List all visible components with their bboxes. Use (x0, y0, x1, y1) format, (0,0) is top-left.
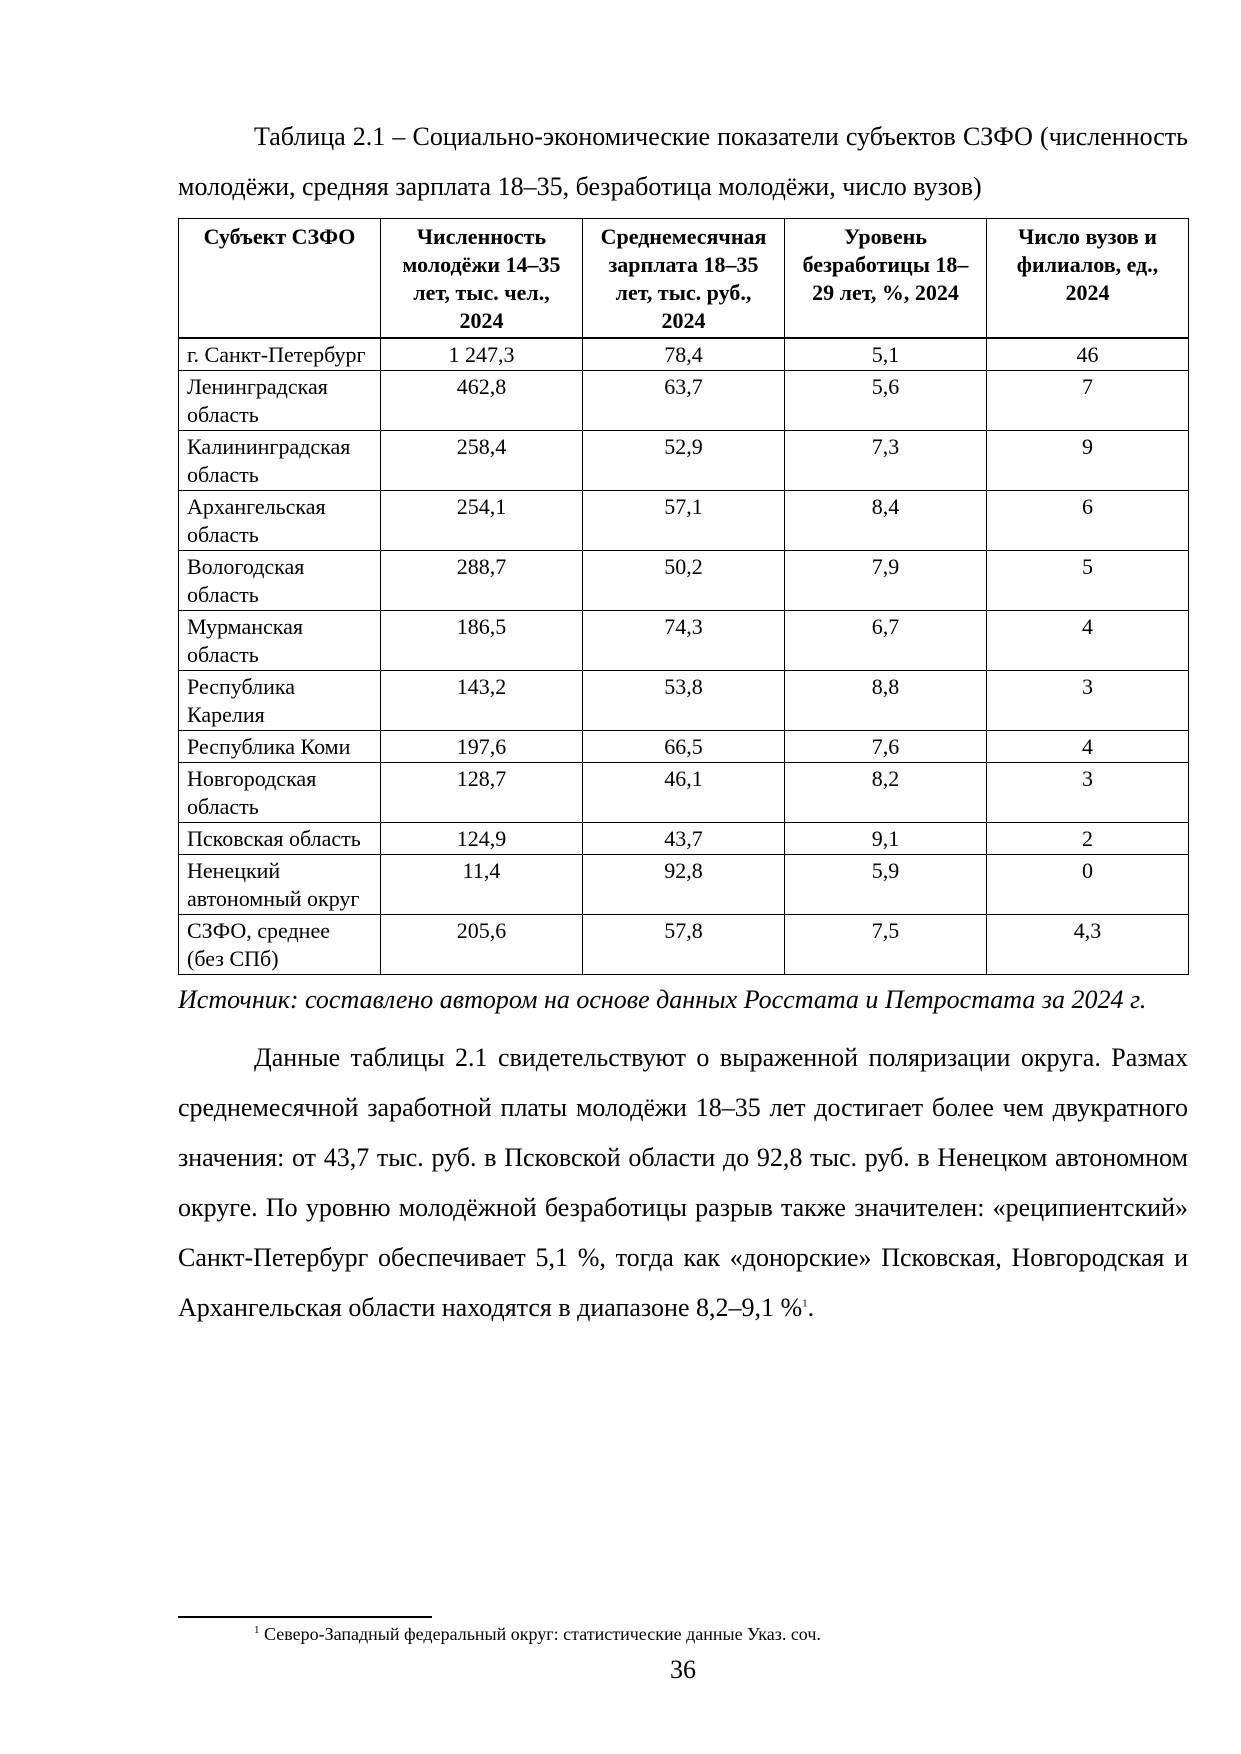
cell-universities: 0 (987, 855, 1189, 915)
cell-universities: 9 (987, 431, 1189, 491)
cell-salary: 46,1 (583, 763, 785, 823)
cell-youth-population: 462,8 (381, 371, 583, 431)
cell-youth-population: 143,2 (381, 671, 583, 731)
cell-subject: Калининградская область (179, 431, 381, 491)
cell-unemployment: 9,1 (785, 823, 987, 855)
cell-youth-population: 128,7 (381, 763, 583, 823)
cell-youth-population: 205,6 (381, 915, 583, 975)
cell-universities: 6 (987, 491, 1189, 551)
cell-universities: 4,3 (987, 915, 1189, 975)
cell-subject: г. Санкт-Петербург (179, 338, 381, 371)
table-row (179, 551, 1189, 611)
cell-salary: 74,3 (583, 611, 785, 671)
table-source-note: Источник: составлено автором на основе данных Росстата и Петростата за 2024 г. (178, 985, 1147, 1014)
cell-youth-population: 1 247,3 (381, 338, 583, 371)
body-paragraph (178, 1033, 1188, 1333)
table-row (179, 338, 1189, 371)
cell-subject: Ненецкий автономный округ (179, 855, 381, 915)
page-number: 36 (670, 1655, 696, 1684)
cell-subject: Архангельская область (179, 491, 381, 551)
cell-salary: 50,2 (583, 551, 785, 611)
cell-salary: 53,8 (583, 671, 785, 731)
cell-universities: 2 (987, 823, 1189, 855)
cell-unemployment: 7,6 (785, 731, 987, 763)
footnote-separator (178, 1616, 432, 1618)
table-caption: Таблица 2.1 – Социально-экономические показатели субъектов СЗФО (численность молодёжи, средняя зарплата 18–35, безработица молодёжи, число вузов) (178, 122, 1188, 201)
cell-subject: Мурманская область (179, 611, 381, 671)
cell-subject: Республика Карелия (179, 671, 381, 731)
table-row (179, 731, 1189, 763)
cell-unemployment: 7,9 (785, 551, 987, 611)
cell-subject: Ленинградская область (179, 371, 381, 431)
footnote (254, 1622, 821, 1646)
cell-unemployment: 7,5 (785, 915, 987, 975)
cell-universities: 5 (987, 551, 1189, 611)
cell-unemployment: 5,1 (785, 338, 987, 371)
table-row (179, 763, 1189, 823)
cell-subject: Новгородская область (179, 763, 381, 823)
header-unemployment: Уровень безработицы 18–29 лет, %, 2024 (785, 219, 987, 339)
cell-youth-population: 11,4 (381, 855, 583, 915)
cell-subject: Республика Коми (179, 731, 381, 763)
paragraph-text: Данные таблицы 2.1 свидетельствуют о выраженной поляризации округа. Размах среднемесячной заработной платы молодёжи 18–35 лет достигает более чем двукратного значения: от 43,7 тыс. руб. в Псковской области до 92,8 тыс. руб. в Ненецком автономном округе. По уровню молодёжной безработицы разрыв также значителен: «реципиентский» Санкт-Петербург обеспечивает 5,1 %, тогда как «донорские» Псковская, Новгородская и Архангельская области находятся в диапазоне 8,2–9,1 % (178, 1043, 1188, 1322)
header-youth-population: Численность молодёжи 14–35 лет, тыс. чел., 2024 (381, 219, 583, 339)
cell-salary: 43,7 (583, 823, 785, 855)
table-row (179, 823, 1189, 855)
cell-salary: 57,1 (583, 491, 785, 551)
cell-universities: 7 (987, 371, 1189, 431)
table-row (179, 431, 1189, 491)
cell-subject: СЗФО, среднее (без СПб) (179, 915, 381, 975)
data-table (178, 218, 1189, 975)
cell-unemployment: 8,4 (785, 491, 987, 551)
table-row (179, 611, 1189, 671)
footnote-marker: 1 (254, 1624, 260, 1636)
cell-subject: Псковская область (179, 823, 381, 855)
table-row (179, 371, 1189, 431)
cell-subject: Вологодская область (179, 551, 381, 611)
table-header-row (179, 219, 1189, 339)
cell-universities: 4 (987, 731, 1189, 763)
footnote-reference[interactable]: 1 (802, 1297, 808, 1310)
cell-salary: 63,7 (583, 371, 785, 431)
cell-youth-population: 258,4 (381, 431, 583, 491)
table-row-average (179, 915, 1189, 975)
cell-youth-population: 288,7 (381, 551, 583, 611)
cell-universities: 4 (987, 611, 1189, 671)
paragraph-end: . (807, 1293, 815, 1322)
table-row (179, 491, 1189, 551)
cell-salary: 92,8 (583, 855, 785, 915)
header-subject: Субъект СЗФО (179, 219, 381, 339)
cell-salary: 66,5 (583, 731, 785, 763)
table-row (179, 671, 1189, 731)
document-page (178, 112, 1188, 1333)
cell-salary: 78,4 (583, 338, 785, 371)
cell-unemployment: 6,7 (785, 611, 987, 671)
cell-universities: 3 (987, 763, 1189, 823)
header-salary: Среднемесячная зарплата 18–35 лет, тыс. руб., 2024 (583, 219, 785, 339)
cell-unemployment: 5,9 (785, 855, 987, 915)
cell-unemployment: 7,3 (785, 431, 987, 491)
cell-salary: 57,8 (583, 915, 785, 975)
cell-salary: 52,9 (583, 431, 785, 491)
cell-youth-population: 186,5 (381, 611, 583, 671)
cell-unemployment: 8,8 (785, 671, 987, 731)
cell-unemployment: 8,2 (785, 763, 987, 823)
header-universities: Число вузов и филиалов, ед., 2024 (987, 219, 1189, 339)
table-row (179, 855, 1189, 915)
cell-youth-population: 197,6 (381, 731, 583, 763)
cell-unemployment: 5,6 (785, 371, 987, 431)
cell-youth-population: 124,9 (381, 823, 583, 855)
cell-universities: 3 (987, 671, 1189, 731)
cell-youth-population: 254,1 (381, 491, 583, 551)
cell-universities: 46 (987, 338, 1189, 371)
footnote-text: Северо-Западный федеральный округ: статистические данные Указ. соч. (264, 1624, 821, 1644)
